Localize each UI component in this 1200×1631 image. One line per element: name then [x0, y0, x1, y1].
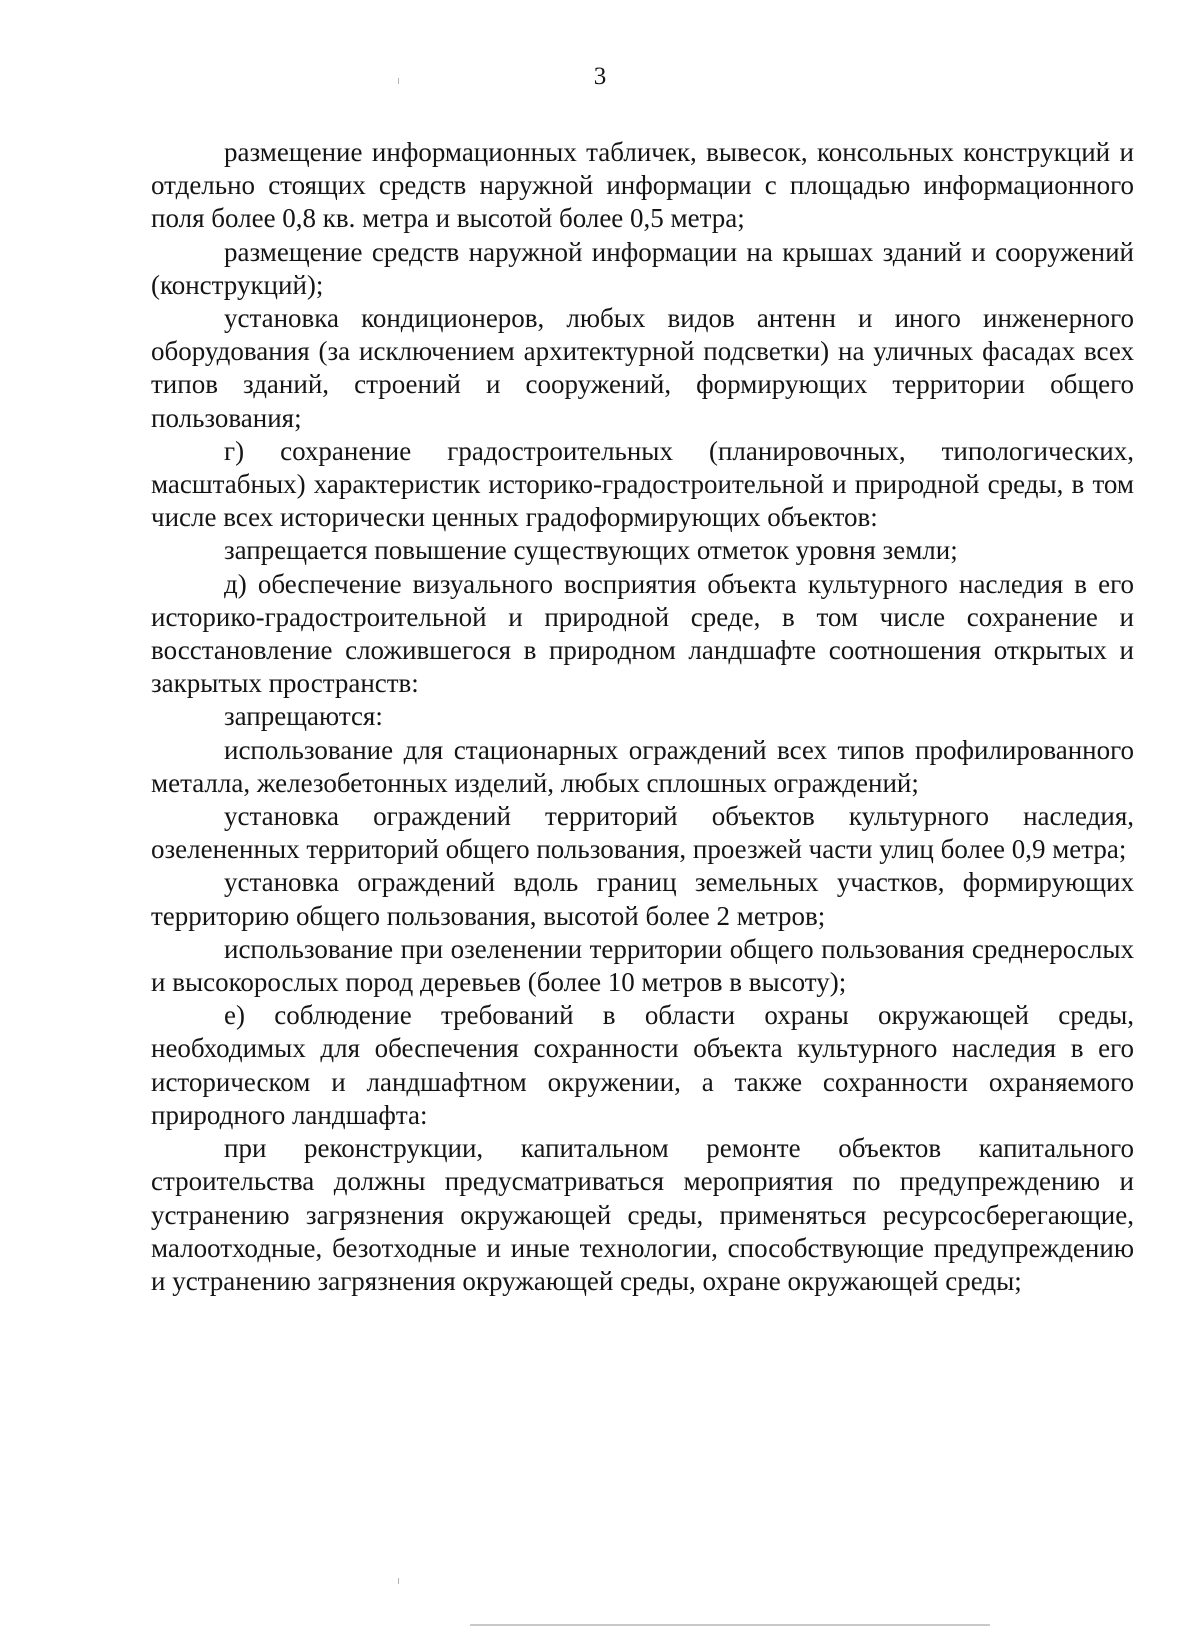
paragraph: д) обеспечение визуального восприятия объекта культурного наследия в его историко-градостроительной и природной среде, в том числе сохранение и восстановление сложившегося в природном ландшафте соотношения открытых и закрытых пространств: — [151, 568, 1134, 699]
paragraph: использование для стационарных ограждений всех типов профилированного металла, железобетонных изделий, любых сплошных ограждений; — [151, 734, 1134, 798]
paragraph: при реконструкции, капитальном ремонте объектов капитального строительства должны предусматриваться мероприятия по предупреждению и устранению загрязнения окружающей среды, применяться ресурсосберегающие, малоотходные, безотходные и иные технологии, способствующие предупреждению и устранению загрязнения окружающей среды, охране окружающей среды; — [151, 1133, 1134, 1296]
paragraph: запрещается повышение существующих отметок уровня земли; — [224, 535, 958, 566]
paragraph: г) сохранение градостроительных (планировочных, типологических, масштабных) характеристик историко-градостроительной и природной среды, в том числе всех исторически ценных градоформирующих объектов: — [151, 435, 1134, 533]
document-body — [151, 136, 1134, 1298]
paragraph: размещение информационных табличек, вывесок, консольных конструкций и отдельно стоящих средств наружной информации с площадью информационного поля более 0,8 кв. метра и высотой более 0,5 метра; — [151, 137, 1134, 234]
scan-artifact — [398, 1578, 399, 1584]
page-number: 3 — [593, 63, 607, 90]
scan-artifact — [398, 78, 399, 84]
scan-edge-line — [470, 1624, 990, 1626]
paragraph: установка кондиционеров, любых видов антенн и иного инженерного оборудования (за исключением архитектурной подсветки) на уличных фасадах всех типов зданий, строений и сооружений, формирующих территории общего пользования; — [151, 303, 1134, 433]
paragraph: е) соблюдение требований в области охраны окружающей среды, необходимых для обеспечения сохранности объекта культурного наследия в его историческом и ландшафтном окружении, а также сохранности охраняемого природного ландшафта: — [151, 1000, 1134, 1130]
paragraph: установка ограждений территорий объектов культурного наследия, озелененных территорий общего пользования, проезжей части улиц более 0,9 метра; — [151, 801, 1134, 865]
paragraph: использование при озеленении территории общего пользования среднерослых и высокорослых пород деревьев (более 10 метров в высоту); — [151, 933, 1134, 998]
paragraph: запрещаются: — [224, 701, 383, 732]
paragraph: размещение средств наружной информации на крышах зданий и сооружений (конструкций); — [151, 236, 1134, 300]
paragraph: установка ограждений вдоль границ земельных участков, формирующих территорию общего пользования, высотой более 2 метров; — [151, 867, 1134, 931]
